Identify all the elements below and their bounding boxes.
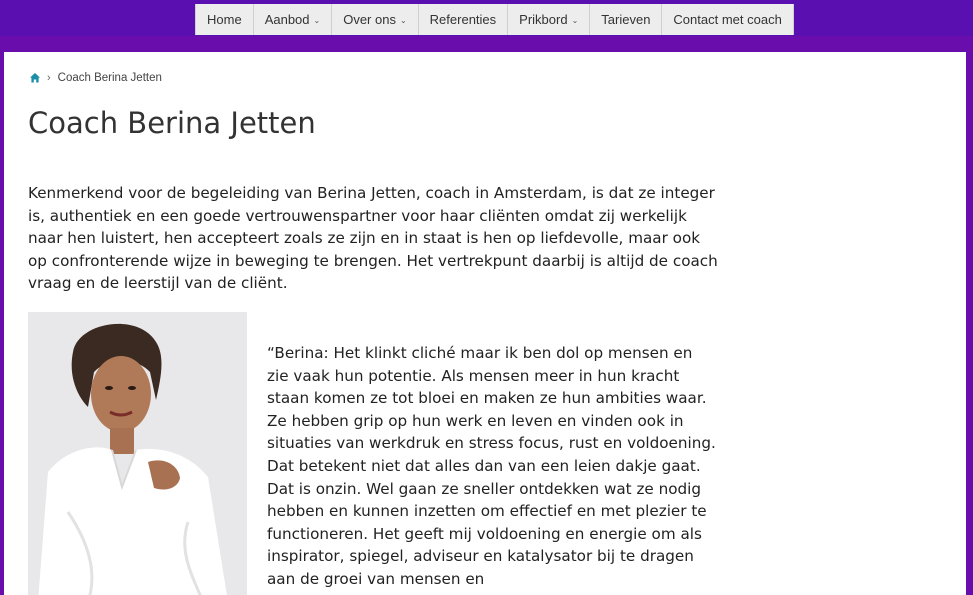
breadcrumb-current: Coach Berina Jetten — [57, 72, 162, 84]
chevron-down-icon: ⌄ — [313, 16, 321, 25]
main-nav — [195, 4, 794, 35]
header-band — [0, 36, 973, 52]
nav-item-contact-met-coach[interactable] — [662, 4, 793, 35]
page-title: Coach Berina Jetten — [28, 106, 316, 140]
nav-item-aanbod[interactable] — [254, 4, 333, 35]
nav-item-prikbord[interactable] — [508, 4, 590, 35]
chevron-right-icon: › — [47, 72, 51, 84]
nav-item-over-ons[interactable] — [332, 4, 418, 35]
nav-item-home[interactable] — [196, 4, 254, 35]
portrait-photo — [28, 312, 247, 595]
nav-item-label: Aanbod — [264, 12, 310, 27]
breadcrumb — [29, 72, 162, 84]
intro-paragraph: Kenmerkend voor de begeleiding van Berina Jetten, coach in Amsterdam, is dat ze integer is, authentiek en een goede vertrouwenspartner voor haar cliënten omdat zij werkelijk naar hen luistert, hen accepteert zoals ze zijn en in staat is hen op liefdevolle, maar ook op confronterende wijze in beweging te brengen. Het vertrekpunt daarbij is altijd de coach vraag en de leerstijl van de cliënt. — [28, 184, 718, 293]
nav-item-label: Prikbord — [519, 12, 568, 27]
home-icon[interactable] — [29, 72, 41, 84]
chevron-down-icon: ⌄ — [571, 16, 579, 25]
nav-item-tarieven[interactable] — [590, 4, 662, 35]
nav-item-label: Referenties — [429, 12, 497, 27]
page-edge — [966, 52, 973, 595]
nav-item-label: Home — [207, 12, 242, 27]
quote-paragraph: “Berina: Het klinkt cliché maar ik ben dol op mensen en zie vaak hun potentie. Als mensen meer in hun kracht staan komen ze tot bloei en maken ze hun ambities waar. Ze hebben grip op hun werk en leven en vinden ook in situaties van werkdruk en stress focus, rust en voldoening. Dat betekent niet dat alles dan van een leien dakje gaat. Dat is onzin. Wel gaan ze sneller ontdekken wat ze nodig hebben en kunnen inzetten om effectief en met plezier te functioneren. Het geeft mij voldoening en energie om als inspirator, spiegel, adviseur en katalysator bij te dragen aan de groei van mensen en — [267, 344, 716, 588]
chevron-down-icon: ⌄ — [399, 16, 407, 25]
page-content — [4, 52, 966, 595]
nav-item-label: Contact met coach — [673, 12, 782, 27]
nav-item-label: Over ons — [343, 12, 396, 27]
nav-item-referenties[interactable] — [419, 4, 508, 35]
nav-item-label: Tarieven — [601, 12, 651, 27]
